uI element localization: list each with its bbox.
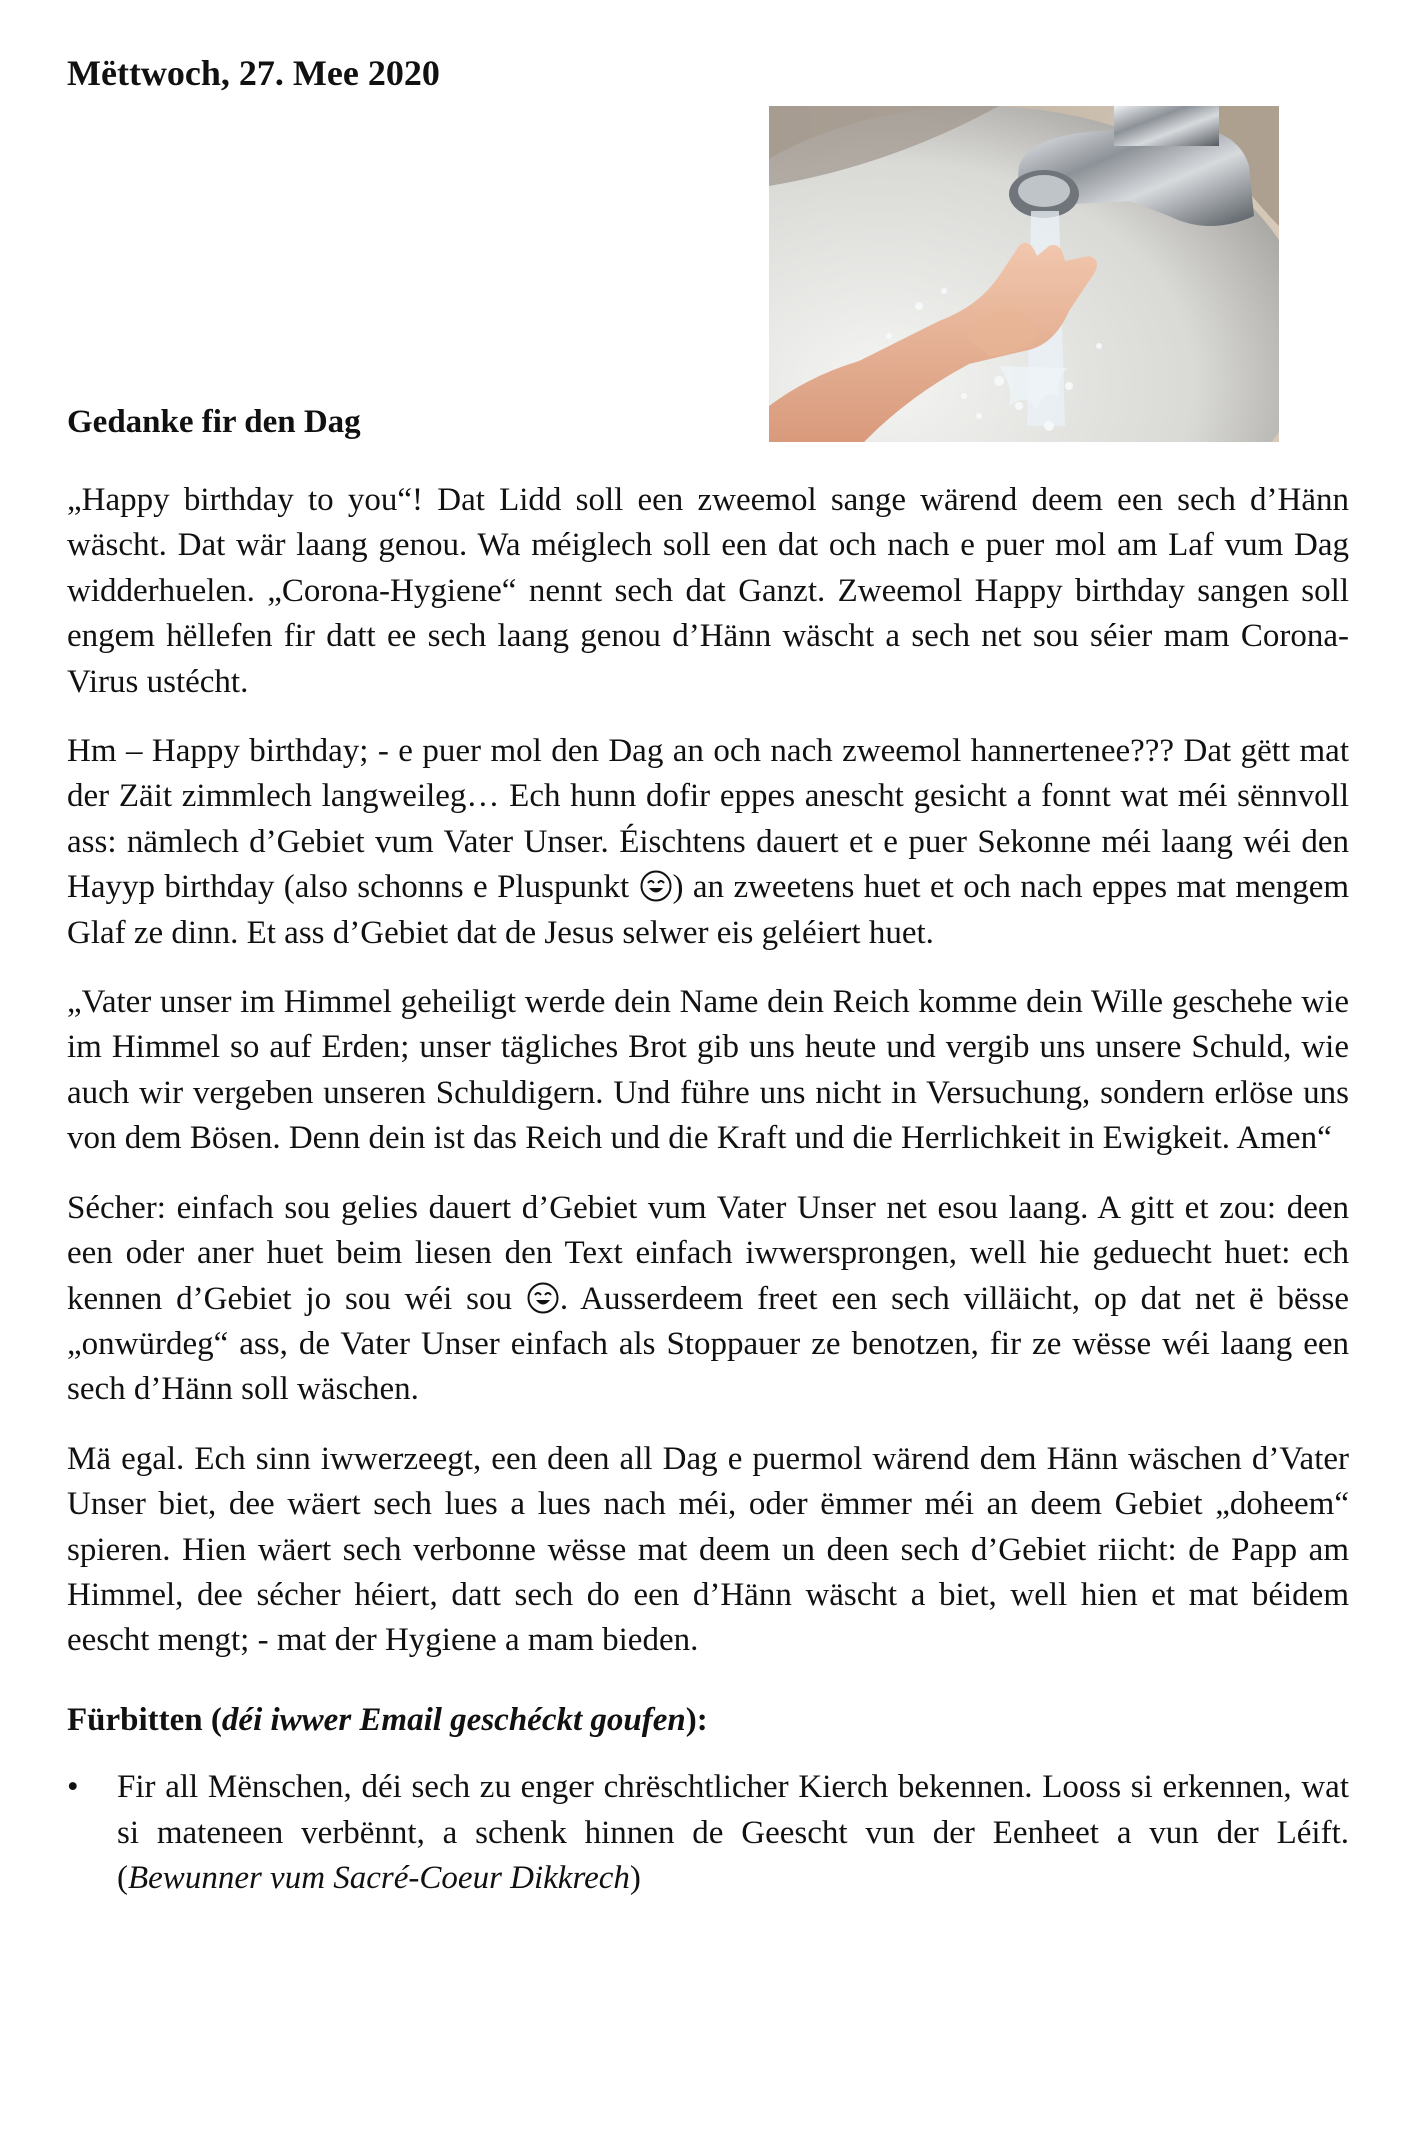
paragraph-4 — [67, 1186, 1349, 1413]
bullet-icon: • — [67, 1769, 79, 1806]
paragraph-5: Mä egal. Ech sinn iwwerzeegt, een deen all Dag e puermol wärend dem Hänn wäschen d’Vater Unser biet, dee wäert sech lues a lues nach méi, oder ëmmer méi an deem Gebiet „doheem“ spieren. Hien wäert sech verbonne wësse mat deem un deen sech d’Gebiet riicht: de Papp am Himmel, dee sécher héiert, datt sech do een d’Hänn wäscht a biet, well hien et mat béidem eescht mengt; - mat der Hygiene a mam bieden. — [67, 1440, 1349, 1659]
list-item: • Fir all Mënschen, déi sech zu enger chrëschtlicher Kierch bekennen. Looss si erkennen, wat si mateneen verbënnt, a schenk hinnen de Geescht vun der Eenheet a vun der Léift. (Bewunner vum Sacré-Coeur Dikkrech) — [67, 1765, 1349, 1901]
paragraph-2-text-a: Hm – Happy birthday; - e puer mol den Dag an och nach zweemol hannertenee??? Dat gëtt mat der Zäit zimmlech langweileg… Ech hunn dofir eppes anescht gesicht a fonnt wat méi sënnvoll ass: nämlech d’Gebiet vum Vater Unser. Éischtens dauert et e puer Sekonne méi laang wéi den Hayyp birthday (also schonns e Pluspunkt — [67, 733, 1349, 906]
document-date: Mëttwoch, 27. Mee 2020 — [67, 53, 440, 93]
fuerbitten-note: déi iwwer Email geschéckt goufen — [221, 1701, 686, 1738]
fuerbitten-colon: : — [696, 1701, 708, 1738]
smiley-icon — [526, 1281, 560, 1315]
paragraph-4-text-b: . Ausserdeem freet een sech villäicht, op dat net ë bësse „onwürdeg“ ass, de Vater Unser einfach als Stoppauer ze benotzen, fir ze wësse wéi laang een sech d’Hänn soll wäschen. — [67, 1280, 1350, 1408]
hand-washing-photo — [769, 106, 1279, 442]
section-title: Gedanke fir den Dag — [67, 404, 361, 440]
paragraph-3-prayer: „Vater unser im Himmel geheiligt werde dein Name dein Reich komme dein Wille geschehe wie im Himmel so auf Erden; unser tägliches Brot gib uns heute und vergib uns unsere Schuld, wie auch wir vergeben unseren Schuldigern. Und führe uns nicht in Versuchung, sondern erlöse uns von dem Bösen. Denn dein ist das Reich und die Kraft und die Herrlichkeit in Ewigkeit. Amen“ — [67, 984, 1349, 1157]
intercession-source: Bewunner vum Sacré-Coeur Dikkrech — [128, 1859, 630, 1896]
fuerbitten-label: Fürbitten — [67, 1701, 203, 1738]
document-page — [67, 0, 1349, 2155]
paragraph-4-text-a: Sécher: einfach sou gelies dauert d’Gebiet vum Vater Unser net esou laang. A gitt et zou: deen een oder aner huet beim liesen den Text einfach iwwersprongen, well hie geduecht huet: ech kennen d’Gebiet jo sou wéi sou — [67, 1189, 1349, 1317]
paragraph-2 — [67, 729, 1349, 956]
paragraph-1: „Happy birthday to you“! Dat Lidd soll een zweemol sange wärend deem een sech d’Hänn wäscht. Dat wär laang genou. Wa méiglech soll een dat och nach e puer mol am Laf vum Dag widderhuelen. „Corona-Hygiene“ nennt sech dat Ganzt. Zweemol Happy birthday sangen soll engem hëllefen fir datt ee sech laang genou d’Hänn wäscht a sech net sou séier mam Corona-Virus ustécht. — [67, 482, 1349, 700]
intercessions-list — [67, 1765, 1349, 1901]
smiley-icon — [639, 869, 673, 903]
paragraph-2-text-b: ) an zweetens huet et och nach eppes mat mengem Glaf ze dinn. Et ass d’Gebiet dat de Jesus selwer eis geléiert huet. — [67, 869, 1350, 951]
fuerbitten-heading: Fürbitten (déi iwwer Email geschéckt goufen): — [67, 1701, 708, 1738]
intercession-text: Fir all Mënschen, déi sech zu enger chrëschtlicher Kierch bekennen. Looss si erkennen, wat si mateneen verbënnt, a schenk hinnen de Geescht vun der Eenheet a vun der Léift. — [117, 1769, 1349, 1851]
body-text — [67, 478, 1349, 1901]
